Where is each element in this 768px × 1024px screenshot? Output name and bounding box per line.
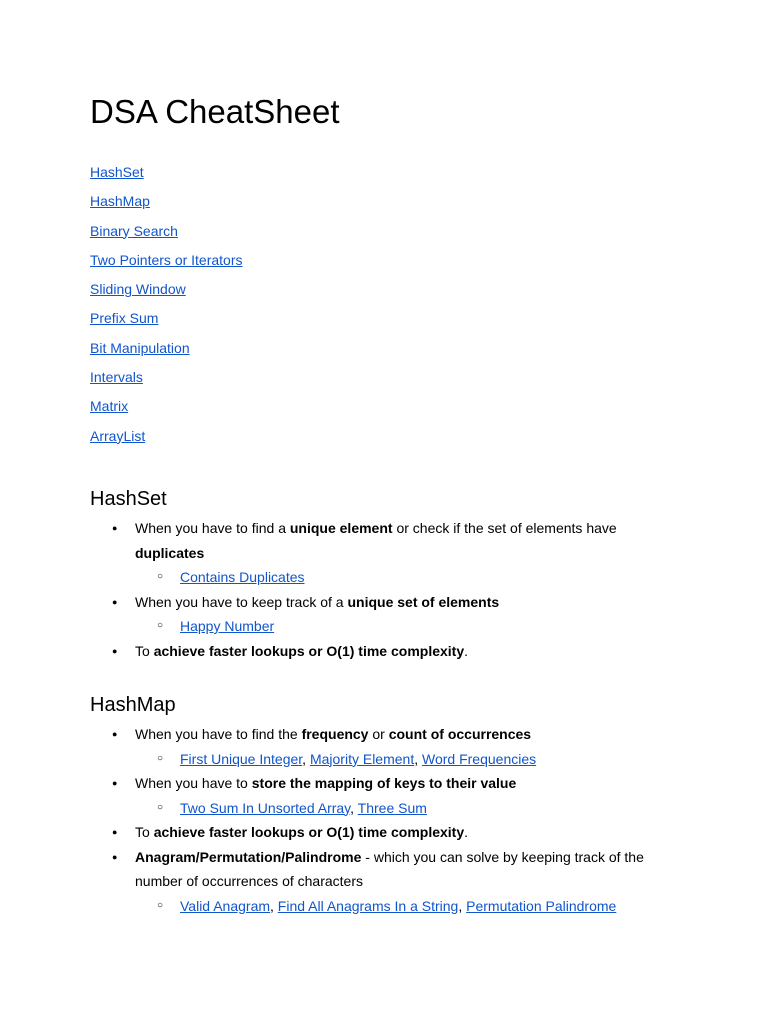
hashset-section [90, 486, 650, 663]
list-item [135, 894, 650, 919]
hashmap-section [90, 692, 650, 918]
separator: , [270, 897, 278, 914]
list-item [135, 614, 650, 639]
toc-link-matrix[interactable]: Matrix [90, 398, 129, 415]
toc-link-hashset[interactable]: HashSet [90, 164, 144, 180]
text: or [368, 726, 389, 742]
bold-text: count of occurrences [388, 726, 532, 742]
text: . [464, 642, 469, 659]
bold-text: duplicates [135, 544, 205, 561]
toc-link-bit-manipulation[interactable]: Bit Manipulation [90, 339, 190, 356]
separator: , [350, 799, 358, 816]
text: . [464, 824, 469, 840]
link-valid-anagram[interactable]: Valid Anagram [180, 897, 271, 914]
toc-link-two-pointers[interactable]: Two Pointers or Iterators [90, 251, 243, 268]
list-item [135, 747, 650, 772]
link-permutation-palindrome[interactable]: Permutation Palindrome [466, 897, 617, 914]
list-item [90, 516, 650, 590]
text: When you have to find a [135, 520, 290, 536]
bold-text: achieve faster lookups or O(1) time complexity [153, 824, 465, 840]
link-first-unique-integer[interactable]: First Unique Integer [180, 750, 303, 767]
bold-text: achieve faster lookups or O(1) time complexity [153, 642, 465, 659]
link-three-sum[interactable]: Three Sum [357, 799, 427, 816]
separator: , [458, 897, 467, 914]
hashmap-heading: HashMap [90, 694, 176, 716]
link-happy-number[interactable]: Happy Number [180, 618, 275, 634]
bold-text: unique element [289, 520, 393, 536]
toc-link-sliding-window[interactable]: Sliding Window [90, 281, 186, 298]
list-item [135, 565, 650, 590]
text: or check if the set of elements have [392, 520, 617, 536]
text: To [135, 824, 154, 840]
toc-link-intervals[interactable]: Intervals [90, 369, 143, 386]
list-item [90, 722, 650, 771]
text: When you have to keep track of a [135, 593, 348, 610]
link-two-sum-unsorted[interactable]: Two Sum In Unsorted Array [180, 799, 351, 816]
toc-link-prefix-sum[interactable]: Prefix Sum [90, 310, 159, 327]
bold-text: frequency [301, 726, 369, 742]
link-majority-element[interactable]: Majority Element [309, 750, 415, 767]
hashmap-bullets [90, 722, 650, 918]
bold-text: store the mapping of keys to their value [251, 775, 517, 791]
list-item [90, 771, 650, 820]
table-of-contents [90, 162, 243, 455]
page-title: DSA CheatSheet [90, 93, 340, 130]
list-item [90, 590, 650, 639]
bold-text: Anagram/Permutation/Palindrome [135, 848, 362, 865]
link-word-frequencies[interactable]: Word Frequencies [422, 750, 537, 767]
text: - which you can solve by keeping track of the number of occurrences of characters [135, 848, 644, 889]
list-item [90, 845, 650, 919]
link-find-all-anagrams[interactable]: Find All Anagrams In a String [277, 897, 459, 914]
toc-link-hashmap[interactable]: HashMap [90, 193, 150, 210]
hashset-bullets [90, 516, 650, 663]
list-item [90, 639, 650, 664]
text: When you have to find the [135, 726, 302, 742]
bold-text: unique set of elements [347, 593, 500, 610]
toc-link-binary-search[interactable]: Binary Search [90, 222, 178, 239]
text: When you have to [135, 775, 252, 791]
list-item [135, 796, 650, 821]
toc-link-arraylist[interactable]: ArrayList [90, 427, 146, 444]
text: To [135, 642, 154, 659]
link-contains-duplicates[interactable]: Contains Duplicates [180, 569, 305, 585]
hashset-heading: HashSet [90, 488, 167, 510]
separator: , [414, 750, 422, 767]
separator: , [302, 750, 310, 767]
list-item [90, 820, 650, 845]
